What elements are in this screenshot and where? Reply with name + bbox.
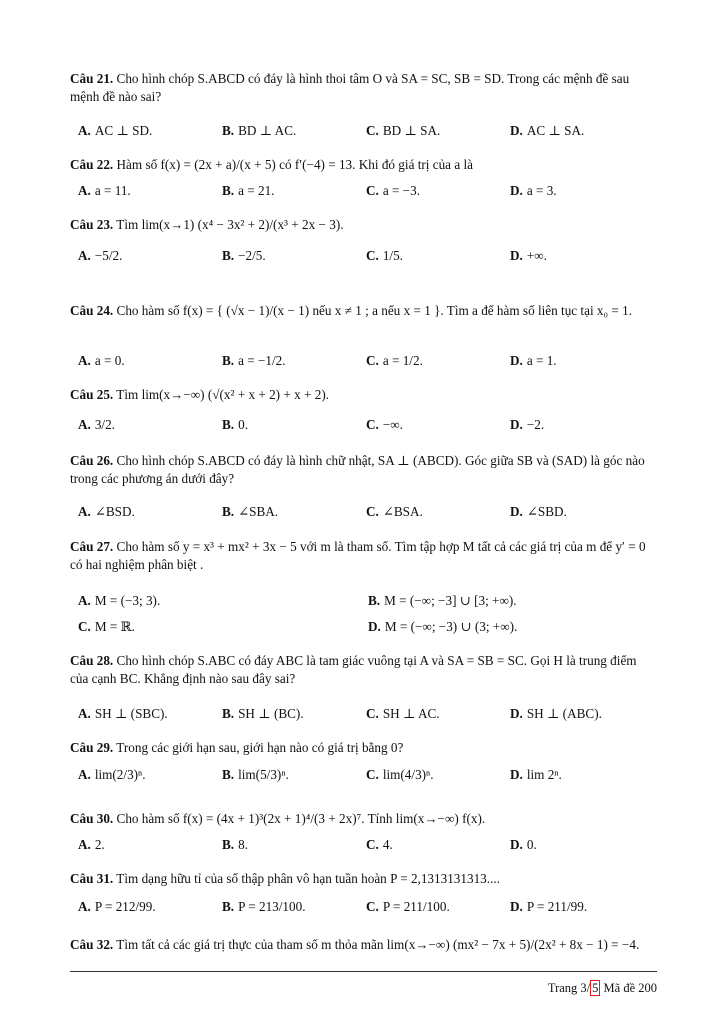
option-a[interactable]: A. ∠BSD. bbox=[78, 504, 135, 519]
question-text: Hàm số f(x) = (2x + a)/(x + 5) có f′(−4) = 13. Khi đó giá trị của a là bbox=[116, 157, 473, 172]
options-24 bbox=[78, 350, 665, 372]
option-a[interactable]: A. AC ⊥ SD. bbox=[78, 123, 153, 138]
question-number: Câu 29. bbox=[70, 740, 114, 755]
question-number: Câu 23. bbox=[70, 217, 114, 232]
option-d[interactable]: D. a = 1. bbox=[510, 353, 557, 368]
option-a[interactable]: A. lim(2/3)ⁿ. bbox=[78, 767, 146, 782]
option-c[interactable]: C. P = 211/100. bbox=[366, 899, 450, 914]
question-text: Cho hình chóp S.ABC có đáy ABC là tam giác vuông tại A và SA = SB = SC. Gọi H là trung điểm của cạnh BC. Khẳng định nào sau đây sai? bbox=[70, 653, 637, 686]
question-31 bbox=[70, 870, 657, 888]
question-number: Câu 30. bbox=[70, 811, 114, 826]
question-text: Cho hàm số f(x) = (4x + 1)³(2x + 1)⁴/(3 + 2x)⁷. Tính lim(x→−∞) f(x). bbox=[116, 811, 486, 826]
question-number: Câu 28. bbox=[70, 653, 114, 668]
question-text: Cho hình chóp S.ABCD có đáy là hình chữ nhật, SA ⊥ (ABCD). Góc giữa SB và (SAD) là góc nào trong các phương án dưới đây? bbox=[70, 453, 645, 486]
option-b[interactable]: B. a = −1/2. bbox=[222, 353, 286, 368]
option-a[interactable]: A. a = 11. bbox=[78, 183, 131, 198]
option-a[interactable]: A. −5/2. bbox=[78, 248, 123, 263]
option-b[interactable]: B. M = (−∞; −3] ∪ [3; +∞). bbox=[368, 593, 517, 608]
question-28 bbox=[70, 652, 657, 688]
option-d[interactable]: D. P = 211/99. bbox=[510, 899, 588, 914]
options-23 bbox=[78, 245, 665, 267]
option-a[interactable]: A. SH ⊥ (SBC). bbox=[78, 706, 168, 721]
option-c[interactable]: C. ∠BSA. bbox=[366, 504, 423, 519]
question-number: Câu 27. bbox=[70, 539, 114, 554]
option-d[interactable]: D. +∞. bbox=[510, 248, 547, 263]
options-22 bbox=[78, 180, 665, 202]
option-c[interactable]: C. SH ⊥ AC. bbox=[366, 706, 440, 721]
option-c[interactable]: C. BD ⊥ SA. bbox=[366, 123, 441, 138]
question-22 bbox=[70, 156, 657, 174]
question-21 bbox=[70, 70, 657, 106]
options-28 bbox=[78, 703, 665, 725]
option-b[interactable]: B. −2/5. bbox=[222, 248, 266, 263]
question-number: Câu 22. bbox=[70, 157, 114, 172]
option-c[interactable]: C. 1/5. bbox=[366, 248, 403, 263]
option-a[interactable]: A. M = (−3; 3). bbox=[78, 593, 161, 608]
question-text: Tìm lim(x→−∞) (√(x² + x + 2) + x + 2). bbox=[116, 387, 330, 402]
question-text: Trong các giới hạn sau, giới hạn nào có giá trị bằng 0? bbox=[116, 740, 404, 755]
question-23 bbox=[70, 216, 657, 234]
option-b[interactable]: B. BD ⊥ AC. bbox=[222, 123, 297, 138]
option-d[interactable]: D. AC ⊥ SA. bbox=[510, 123, 585, 138]
options-27-row2 bbox=[78, 616, 665, 638]
question-number: Câu 21. bbox=[70, 71, 114, 86]
option-d[interactable]: D. SH ⊥ (ABC). bbox=[510, 706, 602, 721]
option-c[interactable]: C. M = ℝ. bbox=[78, 619, 135, 634]
option-d[interactable]: D. −2. bbox=[510, 417, 545, 432]
page-total-box: 5 bbox=[592, 981, 599, 995]
option-c[interactable]: C. lim(4/3)ⁿ. bbox=[366, 767, 434, 782]
option-b[interactable]: B. 0. bbox=[222, 417, 248, 432]
question-29 bbox=[70, 739, 657, 757]
option-a[interactable]: A. P = 212/99. bbox=[78, 899, 156, 914]
footer-prefix: Trang 3/ bbox=[547, 981, 591, 995]
option-d[interactable]: D. a = 3. bbox=[510, 183, 557, 198]
question-text: Cho hình chóp S.ABCD có đáy là hình thoi tâm O và SA = SC, SB = SD. Trong các mệnh đề sau mệnh đề nào sai? bbox=[70, 71, 630, 104]
option-b[interactable]: B. a = 21. bbox=[222, 183, 275, 198]
question-30 bbox=[70, 810, 657, 828]
question-text: Tìm dạng hữu tỉ của số thập phân vô hạn tuần hoàn P = 2,1313131313.... bbox=[116, 871, 500, 886]
question-32 bbox=[70, 936, 657, 954]
options-25 bbox=[78, 414, 665, 436]
options-29 bbox=[78, 764, 665, 786]
question-number: Câu 24. bbox=[70, 303, 114, 318]
option-c[interactable]: C. −∞. bbox=[366, 417, 403, 432]
options-30 bbox=[78, 834, 665, 856]
question-text: Tìm tất cả các giá trị thực của tham số m thỏa mãn lim(x→−∞) (mx² − 7x + 5)/(2x² + 8x − 1) = −4. bbox=[116, 937, 640, 952]
question-number: Câu 32. bbox=[70, 937, 114, 952]
question-number: Câu 25. bbox=[70, 387, 114, 402]
options-26 bbox=[78, 501, 665, 523]
question-text: Cho hàm số y = x³ + mx² + 3x − 5 với m là tham số. Tìm tập hợp M tất cả các giá trị của m để y′ = 0 có hai nghiệm phân biệt . bbox=[70, 539, 646, 572]
option-b[interactable]: B. 8. bbox=[222, 837, 248, 852]
options-31 bbox=[78, 896, 665, 918]
question-24 bbox=[70, 302, 657, 320]
option-d[interactable]: D. ∠SBD. bbox=[510, 504, 567, 519]
option-d[interactable]: D. 0. bbox=[510, 837, 537, 852]
question-27 bbox=[70, 538, 657, 574]
option-c[interactable]: C. 4. bbox=[366, 837, 393, 852]
option-b[interactable]: B. ∠SBA. bbox=[222, 504, 279, 519]
question-text: Cho hàm số f(x) = { (√x − 1)/(x − 1) nếu x ≠ 1 ; a nếu x = 1 }. Tìm a để hàm số liên tục tại x₀ = 1. bbox=[116, 303, 633, 318]
question-number: Câu 31. bbox=[70, 871, 114, 886]
options-27-row1 bbox=[78, 590, 665, 612]
option-d[interactable]: D. lim 2ⁿ. bbox=[510, 767, 562, 782]
options-21 bbox=[78, 120, 665, 142]
question-25 bbox=[70, 386, 657, 404]
option-b[interactable]: B. P = 213/100. bbox=[222, 899, 306, 914]
page-footer bbox=[548, 980, 657, 996]
question-text: Tìm lim(x→1) (x⁴ − 3x² + 2)/(x³ + 2x − 3). bbox=[116, 217, 344, 232]
footer-suffix: Mã đề 200 bbox=[600, 981, 657, 995]
option-c[interactable]: C. a = 1/2. bbox=[366, 353, 423, 368]
question-26 bbox=[70, 452, 657, 488]
option-b[interactable]: B. lim(5/3)ⁿ. bbox=[222, 767, 289, 782]
option-a[interactable]: A. 3/2. bbox=[78, 417, 115, 432]
option-b[interactable]: B. SH ⊥ (BC). bbox=[222, 706, 304, 721]
option-a[interactable]: A. a = 0. bbox=[78, 353, 125, 368]
option-a[interactable]: A. 2. bbox=[78, 837, 105, 852]
option-c[interactable]: C. a = −3. bbox=[366, 183, 421, 198]
option-d[interactable]: D. M = (−∞; −3) ∪ (3; +∞). bbox=[368, 619, 518, 634]
footer-divider bbox=[70, 971, 657, 972]
question-number: Câu 26. bbox=[70, 453, 114, 468]
